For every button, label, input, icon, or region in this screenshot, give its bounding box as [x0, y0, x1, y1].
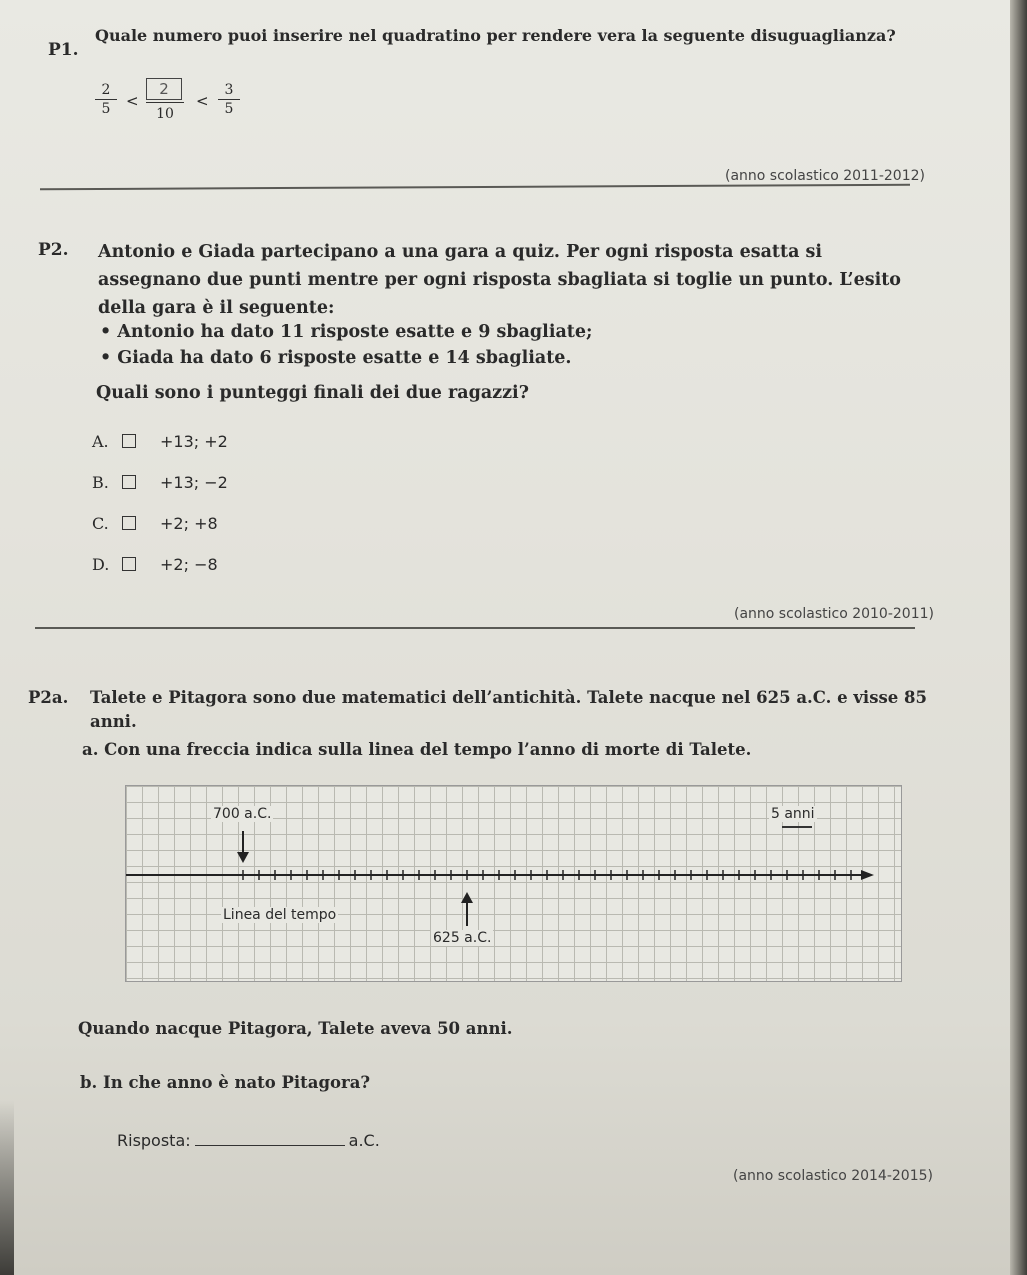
fraction-denominator: 10: [156, 106, 174, 122]
p2-question: Quali sono i punteggi finali dei due ragazzi?: [96, 383, 529, 403]
fraction-denominator: 5: [101, 101, 111, 117]
option-a[interactable]: [92, 432, 228, 451]
timeline-start-label: 700 a.C.: [213, 806, 272, 822]
p2-bullet-text: Giada ha dato 6 risposte esatte e 14 sbagliate.: [117, 348, 572, 368]
page-shadow-edge: [0, 1100, 14, 1275]
p2a-statement: Quando nacque Pitagora, Talete aveva 50 anni.: [78, 1019, 513, 1038]
answer-row: [117, 1131, 380, 1150]
option-text: +2; −8: [160, 555, 218, 574]
p2a-part-a: a. Con una freccia indica sulla linea del tempo l’anno di morte di Talete.: [82, 740, 752, 759]
timeline-arrowhead-icon: [861, 870, 874, 880]
section-divider: [40, 184, 910, 191]
checkbox[interactable]: [122, 516, 136, 530]
timeline-grid[interactable]: [125, 785, 902, 982]
timeline-unit-label: 5 anni: [771, 806, 815, 822]
p2-label: P2.: [38, 240, 69, 260]
checkbox[interactable]: [122, 434, 136, 448]
answer-box[interactable]: 2: [146, 78, 182, 100]
fraction-denominator: 5: [224, 101, 234, 117]
fraction-two-fifths: [95, 82, 117, 117]
p2-bullet-text: Antonio ha dato 11 risposte esatte e 9 sbagliate;: [117, 322, 593, 342]
p2-year: (anno scolastico 2010-2011): [734, 606, 934, 622]
fraction-numerator: 2: [101, 82, 111, 98]
option-c[interactable]: [92, 514, 218, 533]
p1-question: Quale numero puoi inserire nel quadratino per rendere vera la seguente disuguaglianza?: [95, 26, 896, 45]
less-than-sign: <: [196, 92, 209, 110]
timeline-line-label: Linea del tempo: [223, 907, 337, 923]
p2a-label: P2a.: [28, 688, 69, 707]
fraction-numerator: 3: [224, 82, 234, 98]
option-d[interactable]: [92, 555, 218, 574]
timeline-svg: [126, 786, 901, 981]
option-letter: B.: [92, 473, 109, 492]
p2a-part-b: b. In che anno è nato Pitagora?: [80, 1073, 371, 1092]
answer-suffix: a.C.: [348, 1131, 380, 1150]
fraction-three-fifths: [218, 82, 240, 117]
option-text: +13; +2: [160, 432, 228, 451]
option-letter: A.: [92, 432, 109, 451]
option-text: +13; −2: [160, 473, 228, 492]
checkbox[interactable]: [122, 475, 136, 489]
option-letter: D.: [92, 555, 110, 574]
fraction-bar: [95, 99, 117, 100]
answer-blank-field[interactable]: [195, 1145, 345, 1146]
checkbox[interactable]: [122, 557, 136, 571]
p2a-intro: Talete e Pitagora sono due matematici dell’antichità. Talete nacque nel 625 a.C. e visse 85 anni.: [90, 688, 927, 731]
fraction-bar: [146, 102, 184, 103]
p2-bullet: • Giada ha dato 6 risposte esatte e 14 sbagliate.: [100, 348, 572, 368]
answer-label: Risposta:: [117, 1131, 191, 1150]
p1-label: P1.: [48, 40, 79, 60]
p2-bullet: • Antonio ha dato 11 risposte esatte e 9 sbagliate;: [100, 322, 593, 342]
option-text: +2; +8: [160, 514, 218, 533]
up-arrow-icon: [461, 892, 473, 903]
option-letter: C.: [92, 514, 109, 533]
p2a-year: (anno scolastico 2014-2015): [733, 1168, 933, 1184]
down-arrow-icon: [237, 852, 249, 863]
p1-year: (anno scolastico 2011-2012): [725, 168, 925, 184]
fraction-bar: [218, 99, 240, 100]
p2-intro-text: Antonio e Giada partecipano a una gara a quiz. Per ogni risposta esatta si assegnano due punti mentre per ogni risposta sbagliata si toglie un punto. L’esito della gara è il seguente:: [98, 242, 901, 318]
section-divider: [35, 627, 915, 629]
p2-intro: [98, 238, 918, 322]
page-shadow-edge: [1010, 0, 1027, 1275]
option-b[interactable]: [92, 473, 228, 492]
timeline-marker-label: 625 a.C.: [433, 930, 492, 946]
less-than-sign: <: [126, 92, 139, 110]
